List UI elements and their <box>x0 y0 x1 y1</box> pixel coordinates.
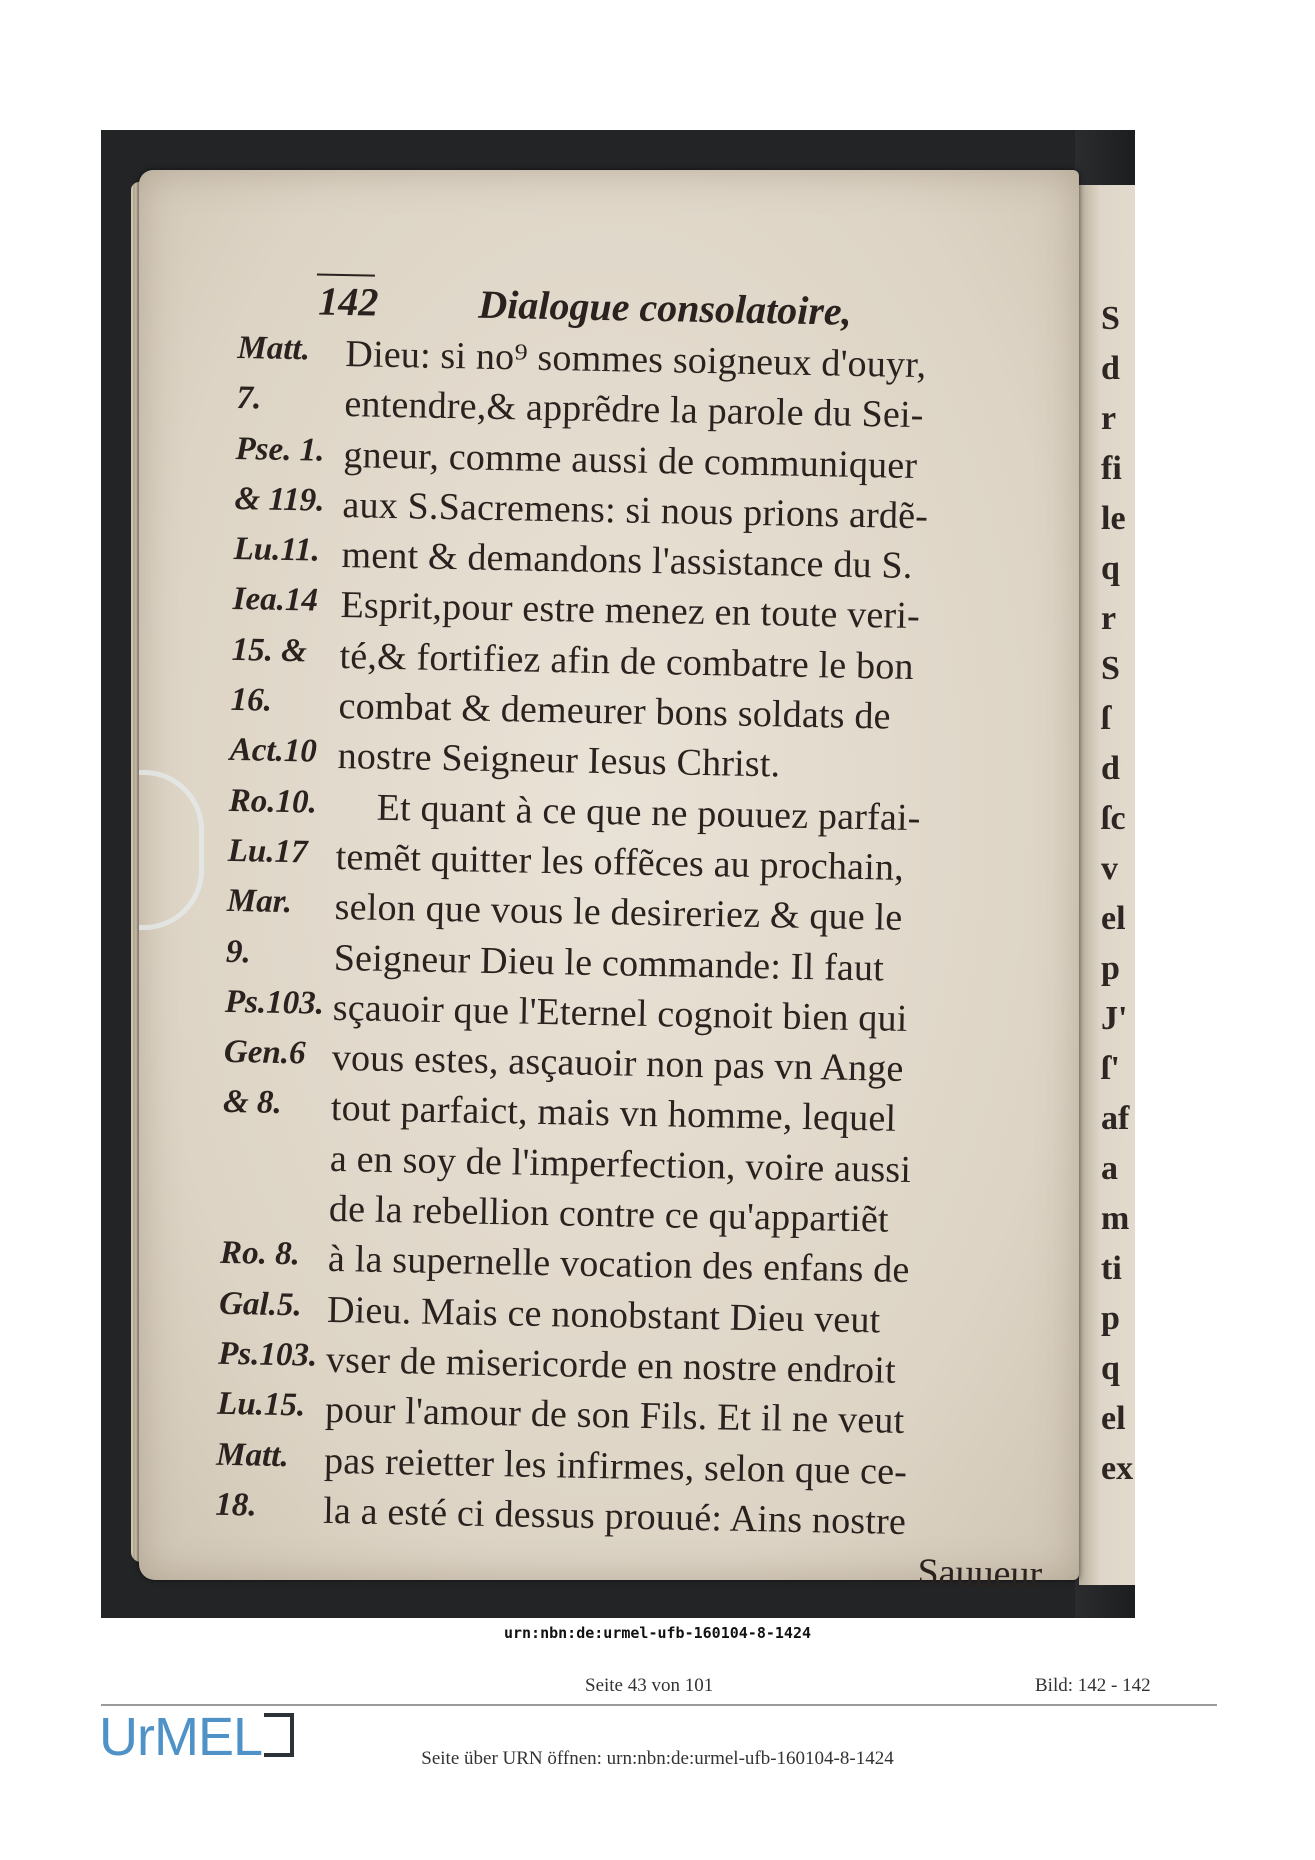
facing-page-fragment: d <box>1101 750 1120 787</box>
facing-page-fragment: ſ' <box>1101 1050 1120 1087</box>
facing-page-fragment: p <box>1101 950 1120 987</box>
margin-reference: Pse. 1. <box>235 430 325 469</box>
running-head: Dialogue consolatoire, <box>477 281 853 334</box>
line-text: ment & demandons l'assistance du S. <box>341 534 913 588</box>
image-info: Bild: 142 - 142 <box>1035 1675 1151 1696</box>
facing-page-fragment: r <box>1101 400 1117 437</box>
facing-page-fragment: q <box>1101 550 1120 587</box>
margin-reference: & 8. <box>222 1084 283 1122</box>
facing-page-fragment: p <box>1101 1300 1120 1337</box>
facing-page-fragment: ti <box>1101 1250 1122 1287</box>
margin-reference: Lu.15. <box>216 1386 306 1424</box>
page-info: Seite 43 von 101 <box>585 1675 714 1696</box>
facing-page-fragment: m <box>1101 1200 1130 1237</box>
line-text: té,& fortifiez afin de combatre le bon <box>339 634 915 688</box>
line-text: pas reietter les infirmes, selon que ce- <box>323 1439 908 1493</box>
facing-page-fragment: S <box>1101 650 1120 687</box>
facing-page-fragment: a <box>1101 1150 1118 1187</box>
logo-text: UrMEL <box>99 1707 263 1767</box>
margin-reference: Ro. 8. <box>219 1235 301 1273</box>
facing-page-fragment: fi <box>1101 450 1122 487</box>
line-text: gneur, comme aussi de communiquer <box>343 433 918 487</box>
line-text: sçauoir que l'Eternel cognoit bien qui <box>332 986 908 1040</box>
margin-reference: Act.10 <box>229 732 318 770</box>
line-text: pour l'amour de son Fils. Et il ne veut <box>324 1389 905 1443</box>
line-text: vous estes, asçauoir non pas vn Ange <box>331 1037 905 1091</box>
facing-page-fragment: J' <box>1101 1000 1128 1037</box>
text-lines <box>215 330 1078 1553</box>
line-text: vser de misericorde en nostre endroit <box>325 1338 897 1392</box>
facing-page-fragment: el <box>1101 1400 1126 1437</box>
margin-reference: Gen.6 <box>223 1034 306 1072</box>
facing-page-fragment: v <box>1101 850 1118 887</box>
margin-reference: Ps.103. <box>217 1335 318 1374</box>
line-text: de la rebellion contre ce qu'appartiẽt <box>328 1187 890 1241</box>
margin-reference: & 119. <box>234 480 325 519</box>
line-text: selon que vous le desireriez & que le <box>334 886 903 940</box>
facing-page-fragment: ex <box>1101 1450 1134 1487</box>
line-text: entendre,& apprẽdre la parole du Sei- <box>344 383 925 437</box>
margin-reference: Gal.5. <box>218 1285 302 1324</box>
margin-reference: 15. & <box>231 631 308 670</box>
facing-page-fragment: af <box>1101 1100 1130 1137</box>
margin-reference: Ps.103. <box>224 983 325 1022</box>
facing-page-fragment: ſ <box>1101 700 1111 737</box>
facing-page-fragment: ſc <box>1101 800 1126 837</box>
margin-reference: Ro.10. <box>228 782 318 821</box>
line-text: Et quant à ce que ne pouuez parfai- <box>376 786 922 839</box>
margin-reference: Matt. <box>215 1436 290 1474</box>
margin-reference: 16. <box>230 682 273 719</box>
open-urn-link[interactable]: Seite über URN öffnen: urn:nbn:de:urmel-ufb-160104-8-1424 <box>421 1748 894 1769</box>
line-text: Dieu. Mais ce nonobstant Dieu veut <box>326 1288 881 1342</box>
line-text: Esprit,pour estre menez en toute veri- <box>340 584 921 638</box>
facing-page-fragment: r <box>1101 600 1117 637</box>
line-text: temẽt quitter les offẽces au prochain, <box>335 835 905 889</box>
facing-page-fragment: q <box>1101 1350 1120 1387</box>
margin-reference: Lu.11. <box>233 531 321 569</box>
facing-page-fragment: el <box>1101 900 1126 937</box>
line-text: la a esté ci dessus prouué: Ains nostre <box>322 1489 907 1543</box>
margin-reference: Matt. <box>237 329 311 368</box>
margin-reference: 9. <box>225 933 252 970</box>
scanned-page-image <box>101 130 1135 1618</box>
line-text: Seigneur Dieu le commande: Il faut <box>333 936 885 990</box>
margin-reference: Mar. <box>226 883 293 921</box>
margin-reference: Lu.17 <box>227 832 308 871</box>
page-number: 142 <box>317 278 379 325</box>
catchword: Sauueur <box>917 1551 1043 1596</box>
facing-page-fragment: le <box>1101 500 1126 537</box>
margin-reference: 18. <box>214 1486 257 1524</box>
facing-page-edge <box>1079 185 1135 1585</box>
line-text: nostre Seigneur Iesus Christ. <box>337 735 781 786</box>
line-text: Dieu: si no⁹ sommes soigneux d'ouyr, <box>345 333 927 387</box>
margin-reference: 7. <box>236 380 262 417</box>
line-text: aux S.Sacremens: si nous prions ardẽ- <box>342 483 929 538</box>
page-text <box>214 270 1079 1603</box>
line-text: a en soy de l'imperfection, voire aussi <box>329 1137 912 1191</box>
urn-label: urn:nbn:de:urmel-ufb-160104-8-1424 <box>503 1624 812 1642</box>
line-text: à la supernelle vocation des enfans de <box>327 1238 910 1292</box>
facing-page-fragment: S <box>1101 300 1120 337</box>
book-page <box>139 170 1079 1596</box>
margin-reference: Iea.14 <box>232 581 319 620</box>
line-text: combat & demeurer bons soldats de <box>338 685 892 738</box>
line-text: tout parfaict, mais vn homme, lequel <box>330 1087 897 1141</box>
facing-page-fragment: d <box>1101 350 1120 387</box>
